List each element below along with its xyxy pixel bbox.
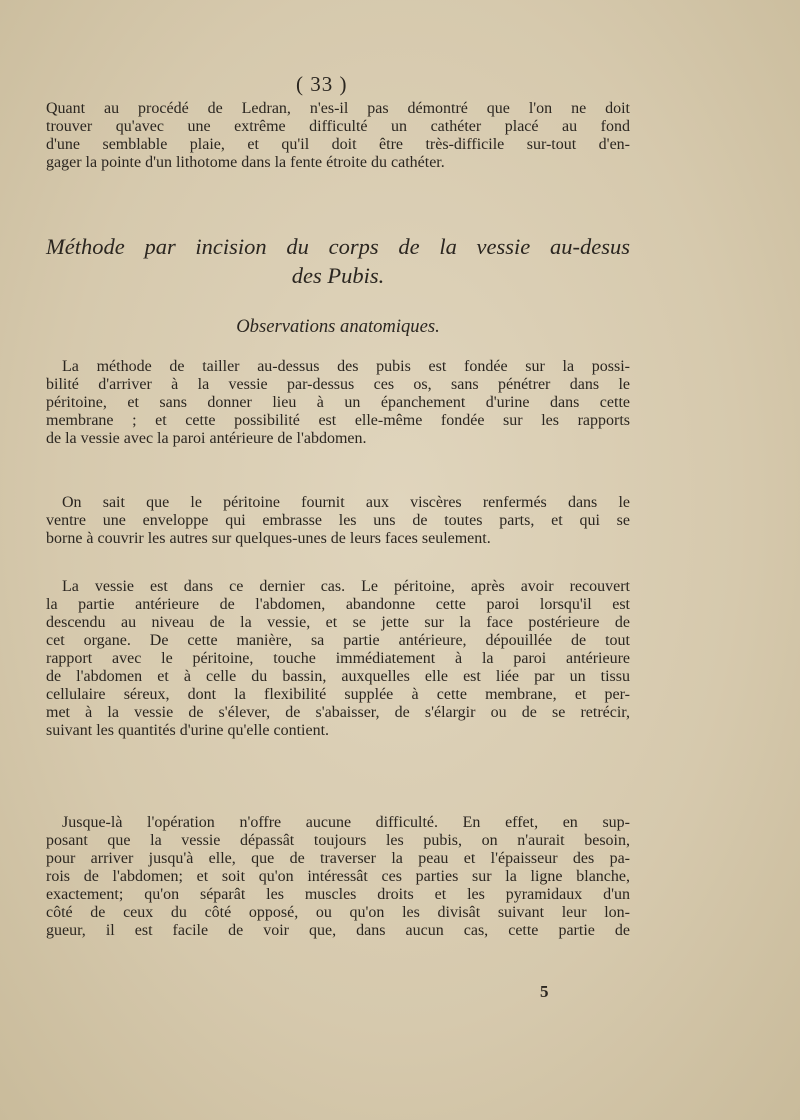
text-line: La méthode de tailler au-dessus des pubis est fondée sur la possi- — [62, 358, 630, 375]
text-line: de la vessie avec la paroi antérieure de l'abdomen. — [46, 430, 367, 447]
text-line: gueur, il est facile de voir que, dans aucun cas, cette partie de — [46, 922, 630, 939]
text-line: met à la vessie de s'élever, de s'abaisser, de s'élargir ou de se retrécir, — [46, 704, 630, 721]
text-line: posant que la vessie dépassât toujours les pubis, on n'aurait besoin, — [46, 832, 630, 849]
section-title — [46, 232, 630, 290]
paragraph-2 — [46, 494, 630, 548]
page-number: ( 33 ) — [296, 72, 348, 96]
text-line: bilité d'arriver à la vessie par-dessus ces os, sans pénétrer dans le — [46, 376, 630, 393]
text-line: rois de l'abdomen; et soit qu'on intéressât ces parties sur la ligne blanche, — [46, 868, 630, 885]
text-line: péritoine, et sans donner lieu à un épanchement d'urine dans cette — [46, 394, 630, 411]
section-title-line-1: Méthode par incision du corps de la vessie au-desus — [46, 234, 630, 259]
text-line: suivant les quantités d'urine qu'elle contient. — [46, 722, 330, 739]
section-title-line-2: des Pubis. — [291, 263, 385, 288]
text-line: gager la pointe d'un lithotome dans la fente étroite du cathéter. — [46, 154, 445, 171]
text-line: pour arriver jusqu'à elle, que de traverser la peau et l'épaisseur des pa- — [46, 850, 630, 867]
text-line: borne à couvrir les autres sur quelques-unes de leurs faces seulement. — [46, 530, 491, 547]
text-line: d'une semblable plaie, et qu'il doit être très-difficile sur-tout d'en- — [46, 136, 630, 153]
text-line: ventre une enveloppe qui embrasse les uns de toutes parts, et qui se — [46, 512, 630, 529]
text-line: de l'abdomen et à celle du bassin, auxquelles elle est liée par un tissu — [46, 668, 630, 685]
text-line: membrane ; et cette possibilité est elle-même fondée sur les rapports — [46, 412, 630, 429]
text-line: la partie antérieure de l'abdomen, abandonne cette paroi lorsqu'il est — [46, 596, 630, 613]
paragraph-4 — [46, 814, 630, 940]
text-line: cet organe. De cette manière, sa partie antérieure, dépouillée de tout — [46, 632, 630, 649]
text-line: On sait que le péritoine fournit aux viscères renfermés dans le — [62, 494, 630, 511]
signature-mark: 5 — [540, 982, 549, 1001]
text-line: Jusque-là l'opération n'offre aucune difficulté. En effet, en sup- — [62, 814, 630, 831]
text-line: La vessie est dans ce dernier cas. Le péritoine, après avoir recouvert — [62, 578, 630, 595]
text-line: côté de ceux du côté opposé, ou qu'on les divisât suivant leur lon- — [46, 904, 630, 921]
paragraph-1 — [46, 358, 630, 448]
text-line: cellulaire séreux, dont la flexibilité supplée à cette membrane, et per- — [46, 686, 630, 703]
text-line: descendu au niveau de la vessie, et se jette sur la face postérieure de — [46, 614, 630, 631]
intro-paragraph — [46, 100, 630, 172]
text-line: rapport avec le péritoine, touche immédiatement à la paroi antérieure — [46, 650, 630, 667]
text-line: exactement; qu'on séparât les muscles droits et les pyramidaux d'un — [46, 886, 630, 903]
text-line: Quant au procédé de Ledran, n'es-il pas démontré que l'on ne doit — [46, 100, 630, 117]
paragraph-3 — [46, 578, 630, 740]
text-line: trouver qu'avec une extrême difficulté un cathéter placé au fond — [46, 118, 630, 135]
subsection-title: Observations anatomiques. — [236, 316, 440, 337]
